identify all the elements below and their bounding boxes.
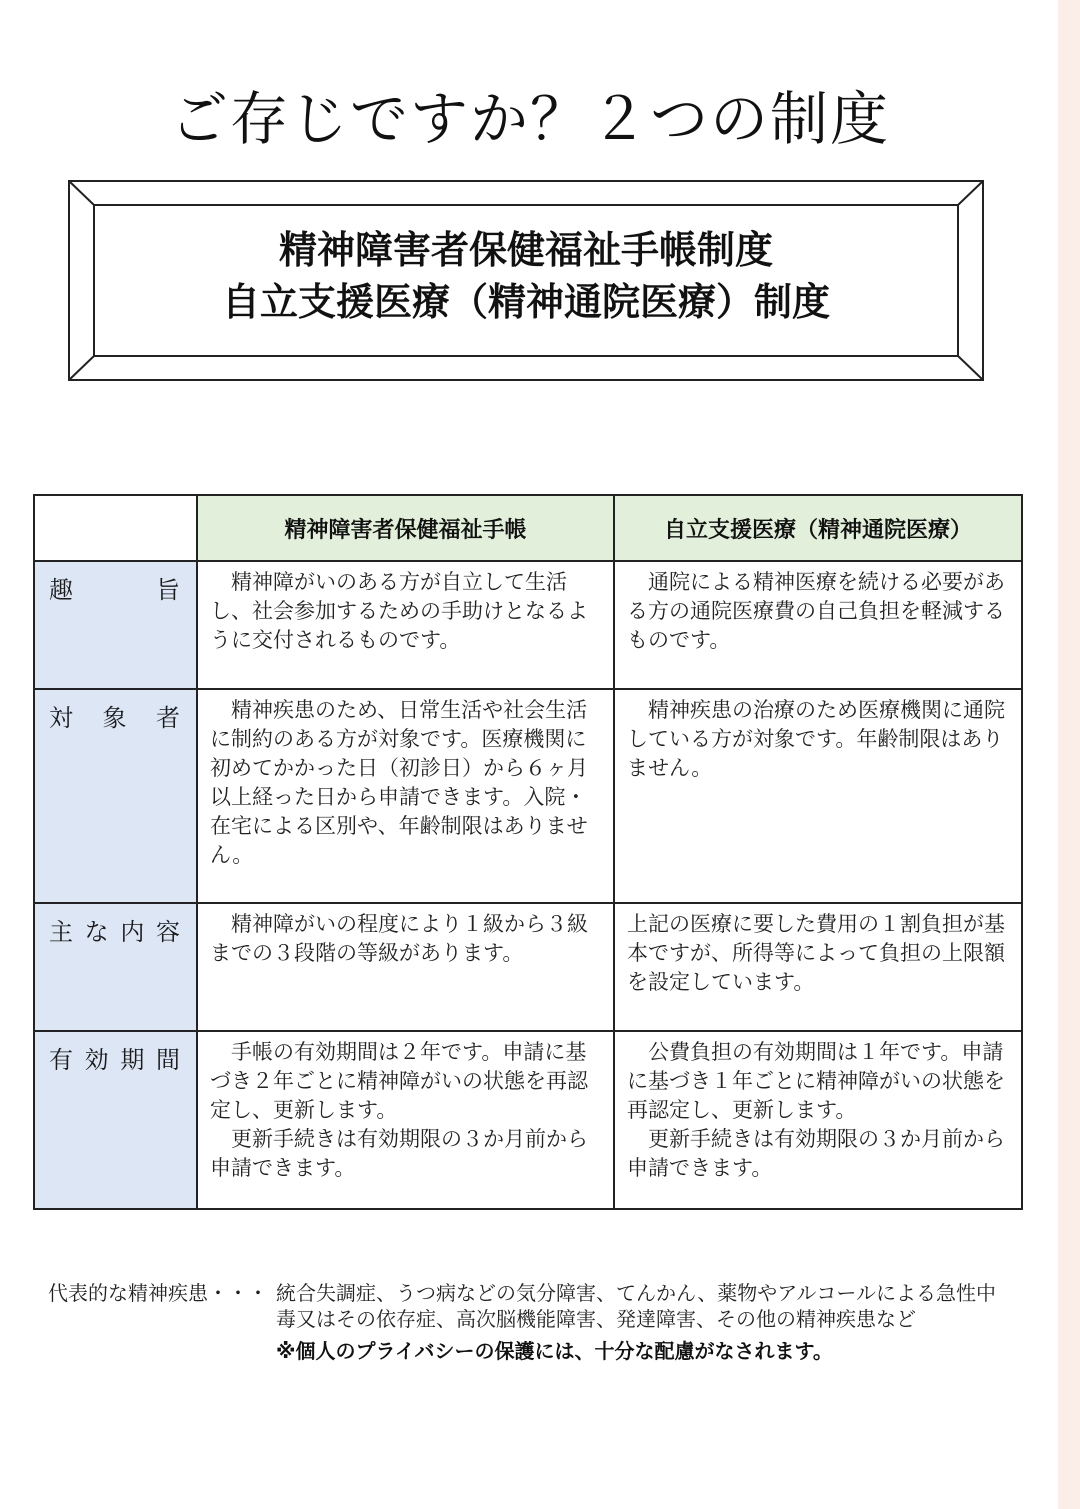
header-col-2: 自立支援医療（精神通院医療） bbox=[614, 495, 1022, 561]
table-cell bbox=[197, 689, 614, 903]
cell-paragraph: 上記の医療に要した費用の１割負担が基本ですが、所得等によって負担の上限額を設定しています。 bbox=[627, 912, 1005, 994]
table-cell bbox=[614, 1031, 1022, 1209]
cell-paragraph: 精神障がいの程度により１級から３級までの３段階の等級があります。 bbox=[210, 912, 588, 965]
title-frame bbox=[68, 180, 984, 381]
cell-paragraph: 精神疾患のため、日常生活や社会生活に制約のある方が対象です。医療機関に初めてかかった日（初診日）から６ヶ月以上経った日から申請できます。入院・在宅による区別や、年齢制限はありません。 bbox=[210, 698, 588, 867]
cell-paragraph: 精神疾患の治療のため医療機関に通院している方が対象です。年齢制限はありません。 bbox=[627, 698, 1005, 780]
privacy-note: ※個人のプライバシーの保護には、十分な配慮がなされます。 bbox=[276, 1339, 833, 1363]
table-header-row bbox=[34, 495, 1022, 561]
comparison-table bbox=[33, 494, 1023, 1210]
cell-paragraph: 手帳の有効期間は２年です。申請に基づき２年ごとに精神障がいの状態を再認定し、更新します。 bbox=[210, 1040, 588, 1122]
row-label: 趣 旨 bbox=[34, 561, 197, 689]
table-cell bbox=[614, 689, 1022, 903]
table-cell bbox=[614, 903, 1022, 1031]
frame-text bbox=[68, 224, 984, 328]
table-row bbox=[34, 689, 1022, 903]
table-cell bbox=[614, 561, 1022, 689]
row-label: 主な内容 bbox=[34, 903, 197, 1031]
footer-text-block bbox=[276, 1280, 1006, 1364]
header-corner bbox=[34, 495, 197, 561]
page-edge-strip bbox=[1058, 0, 1080, 1509]
table-row bbox=[34, 903, 1022, 1031]
table-cell bbox=[197, 561, 614, 689]
cell-paragraph: 精神障がいのある方が自立して生活し、社会参加するための手助けとなるように交付されるものです。 bbox=[210, 570, 588, 652]
page-title: ご存じですか？２つの制度 bbox=[169, 85, 890, 153]
cell-paragraph: 通院による精神医療を続ける必要がある方の通院医療費の自己負担を軽減するものです。 bbox=[627, 570, 1005, 652]
table-row bbox=[34, 1031, 1022, 1209]
frame-line-2: 自立支援医療（精神通院医療）制度 bbox=[221, 280, 830, 324]
table-cell bbox=[197, 1031, 614, 1209]
row-label: 有効期間 bbox=[34, 1031, 197, 1209]
frame-line-1: 精神障害者保健福祉手帳制度 bbox=[278, 228, 773, 272]
disease-examples: 統合失調症、うつ病などの気分障害、てんかん、薬物やアルコールによる急性中毒又はその依存症、高次脳機能障害、発達障害、その他の精神疾患など bbox=[276, 1281, 996, 1331]
row-label: 対 象 者 bbox=[34, 689, 197, 903]
footer-label: 代表的な精神疾患・・・ bbox=[48, 1281, 268, 1305]
header-col-1: 精神障害者保健福祉手帳 bbox=[197, 495, 614, 561]
cell-paragraph: 更新手続きは有効期限の３か月前から申請できます。 bbox=[627, 1127, 1005, 1180]
cell-paragraph: 公費負担の有効期間は１年です。申請に基づき１年ごとに精神障がいの状態を再認定し、更新します。 bbox=[627, 1040, 1005, 1122]
cell-paragraph: 更新手続きは有効期限の３か月前から申請できます。 bbox=[210, 1127, 588, 1180]
table-row bbox=[34, 561, 1022, 689]
table-cell bbox=[197, 903, 614, 1031]
